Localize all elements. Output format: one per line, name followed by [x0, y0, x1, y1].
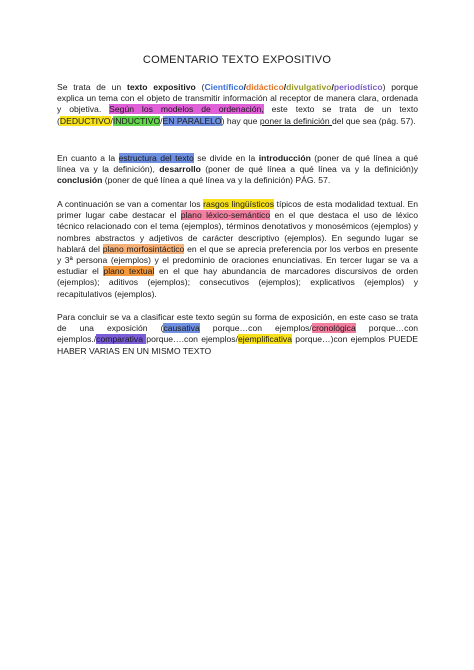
- genre-cientifico: Científico: [204, 82, 244, 92]
- bold-term: desarrollo: [159, 164, 201, 175]
- text-run: (poner de qué línea a qué línea va y la definición) PÁG. 57.: [102, 175, 331, 186]
- text-run: porque…con ejemplos/: [199, 323, 312, 334]
- bold-term: texto expositivo: [126, 82, 196, 92]
- highlight-cronologica: cronológica: [311, 323, 356, 334]
- highlight-en-paralelo: EN PARALELO: [162, 115, 222, 126]
- text-run: A continuación se van a comentar los: [57, 199, 204, 209]
- bold-term: introducción: [258, 153, 311, 163]
- highlight-ejemplificativa: ejemplificativa: [238, 334, 292, 345]
- genre-didactico: didáctico: [245, 82, 284, 92]
- highlight-textual: plano textual: [103, 266, 155, 277]
- text-run: en el que se aprecia preferencia por los verbos en presente y 3ª persona (ejemplos) y el predominio de oraciones enunciativas. En tercer lugar se va a estudiar el: [57, 243, 418, 277]
- text-run: en el que destaca el uso de léxico técnico relacionado con el tema (ejemplos), términos denotativos y monosémicos (ejemplos) y nombres abstractos y adjetivos de carácter descriptivo (ejemplos). En segundo lugar se hablará del: [57, 210, 418, 254]
- document-title: COMENTARIO TEXTO EXPOSITIVO: [142, 54, 332, 66]
- bold-term: conclusión: [57, 175, 103, 186]
- highlight-estructura: estructura del texto: [118, 153, 194, 163]
- highlight-rasgos: rasgos lingüísticos: [203, 199, 274, 209]
- text-run: porque….con ejemplos/: [146, 334, 238, 345]
- text-run: porque…)con ejemplos PUEDE HABER VARIAS EN UN MISMO TEXTO: [57, 334, 419, 356]
- text-run: ) hay que: [221, 115, 260, 126]
- genre-periodistico: periodístico: [333, 82, 383, 92]
- highlight-inductivo: INDUCTIVO: [112, 115, 161, 126]
- highlight-deductivo: DEDUCTIVO: [59, 115, 111, 126]
- text-run: En cuanto a la: [57, 153, 119, 163]
- text-run: (: [195, 82, 205, 92]
- slash: /: [243, 82, 246, 92]
- slash: /: [110, 115, 113, 126]
- paragraph-conclusion: [57, 312, 418, 357]
- highlight-morfosintactico: plano morfosintáctico: [102, 243, 185, 254]
- slash: /: [331, 82, 334, 92]
- slash: /: [283, 82, 287, 92]
- highlight-lexico-semantico: plano léxico-semántico: [180, 210, 271, 221]
- text-run: (poner de qué línea a qué línea va y la definición),: [57, 153, 418, 175]
- text-run: este texto se trata de un texto (: [57, 104, 418, 126]
- text-run: típicos de esta modalidad textual. En primer lugar cabe destacar el: [57, 199, 418, 221]
- text-run: (poner de qué línea a qué línea va y la definición)y: [200, 164, 418, 175]
- text-run: ) porque explica un tema con el objeto de transmitir información al receptor de manera clara, ordenada y objetiva.: [57, 82, 418, 115]
- paragraph-intro: [57, 82, 418, 127]
- text-run: se divide en la: [193, 153, 259, 163]
- paragraph-estructura: [57, 153, 418, 187]
- highlight-modelos-ordenacion: Según los modelos de ordenación,: [109, 104, 264, 115]
- text-run: del que sea (pág. 57).: [331, 115, 416, 126]
- underlined-text: poner la definición: [259, 115, 332, 126]
- paragraph-rasgos: [57, 199, 418, 300]
- genre-divulgativo: divulgativo: [286, 82, 332, 92]
- text-run: Para concluir se va a clasificar este texto según su forma de exposición, en este caso se trata de una exposición (: [57, 312, 418, 334]
- text-run: Se trata de un: [57, 82, 127, 92]
- text-run: en el que hay abundancia de marcadores discursivos de orden (ejemplos); aditivos (ejemplos); consecutivos (ejemplos); explicativos (ejemplos) y recapitulativos (ejemplos).: [57, 266, 419, 299]
- highlight-causativa: causativa: [163, 323, 200, 334]
- slash: /: [160, 115, 163, 126]
- text-run: porque…con ejemplos./: [57, 323, 418, 345]
- highlight-comparativa: comparativa: [96, 334, 147, 345]
